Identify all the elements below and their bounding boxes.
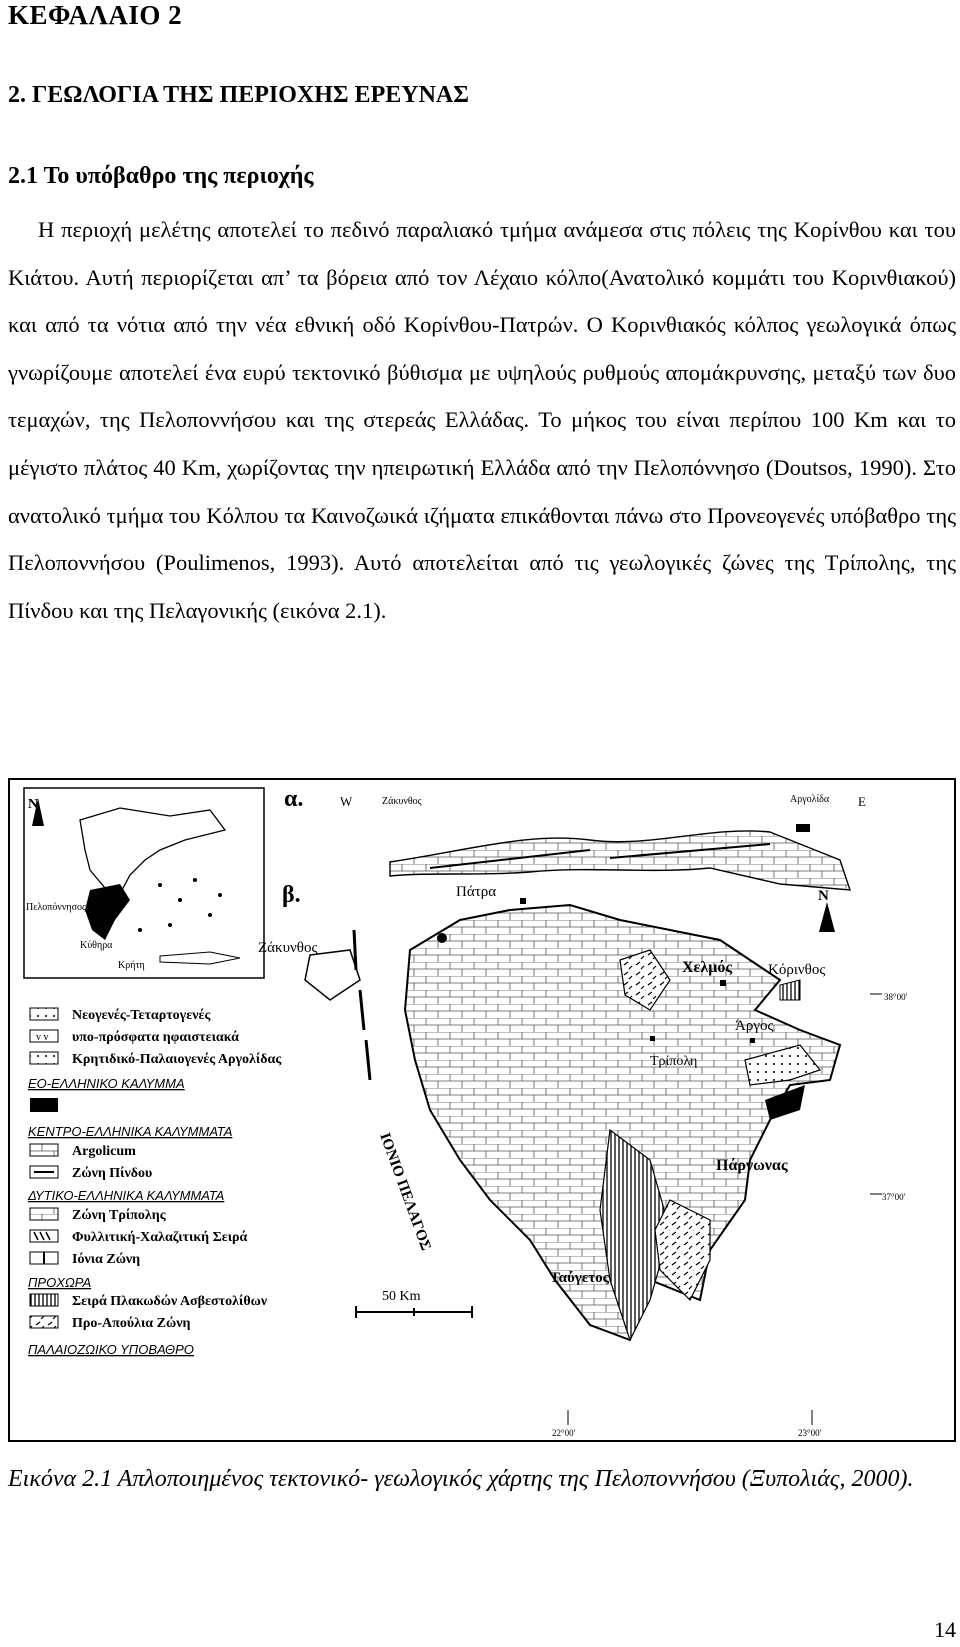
page-number: 14 <box>934 1617 956 1642</box>
legend-volcanic: υπο-πρόσφατα ηφαιστειακά <box>72 1030 239 1045</box>
inset-peloponnese-label: Πελοπόννησος <box>26 902 86 913</box>
map-drawing <box>10 780 954 1440</box>
map-north-arrow-icon <box>819 902 835 932</box>
place-ionian-sea: ΙΟΝΙΟ ΠΕΛΑΓΟΣ <box>376 1130 434 1253</box>
place-korinthos: Κόρινθος <box>768 962 826 978</box>
legend-central-head: ΚΕΝΤΡΟ-ΕΛΛΗΝΙΚΑ ΚΑΛΥΜΜΑΤΑ <box>28 1124 233 1139</box>
place-patra: Πάτρα <box>456 884 497 900</box>
legend-west-head: ΔΥΤΙΚΟ-ΕΛΛΗΝΙΚΑ ΚΑΛΥΜΜΑΤΑ <box>28 1188 225 1203</box>
legend-eo-head: ΕΟ-ΕΛΛΗΝΙΚΟ ΚΑΛΥΜΜΑ <box>28 1076 185 1091</box>
lon-left: 22°00' <box>552 1428 576 1438</box>
inset-kythira-label: Κύθηρα <box>80 940 113 951</box>
legend-tripoli: Ζώνη Τρίπολης <box>72 1208 166 1223</box>
scale-label: 50 Km <box>382 1289 421 1304</box>
map-north-label: N <box>818 888 829 904</box>
legend-plattenkalk: Σειρά Πλακωδών Ασβεστολίθων <box>72 1294 268 1309</box>
body-paragraph: Η περιοχή μελέτης αποτελεί το πεδινό παραλιακό τμήμα ανάμεσα στις πόλεις της Κορίνθου και του Κιάτου. Αυτή περιορίζεται απ’ τα βόρεια από τον Λέχαιο κόλπο(Ανατολικό κομμάτι του Κορινθιακού) και από τα νότια από την νέα εθνική οδό Κορίνθου-Πατρών. Ο Κορινθιακός κόλπος γεωλογικά όπως γνωρίζουμε αποτελεί ένα ευρύ τεκτονικό βύθισμα με υψηλούς ρυθμούς απομάκρυνσης, μεταξύ των δυο τεμαχών, της Πελοποννήσου και της στερεάς Ελλάδας. Το μήκος του είναι περίπου 100 Km και το μέγιστο πλάτος 40 Km, χωρίζοντας την ηπειρωτική Ελλάδα από την Πελοπόννησο (Doutsos, 1990). Στο ανατολικό τμήμα του Κόλπου τα Καινοζωικά ιζήματα επικάθονται πάνω στο Προνεογενές υπόβαθρο της Πελοποννήσου (Poulimenos, 1993). Αυτό αποτελείται από τις γεωλογικές ζώνες της Τρίπολης, της Πίνδου και της Πελαγονικής (εικόνα 2.1). <box>8 217 956 623</box>
inset-map <box>24 788 264 978</box>
legend-ionian: Ιόνια Ζώνη <box>72 1252 141 1267</box>
place-argos: Άργος <box>735 1018 774 1034</box>
panel-a-label: α. <box>284 786 304 812</box>
legend-phyllite: Φυλλιτική-Χαλαζιτική Σειρά <box>72 1230 248 1245</box>
legend-argolicum: Argolicum <box>72 1144 136 1159</box>
map-legend <box>27 1008 282 1357</box>
legend-neogene: Νεογενές-Τεταρτογενές <box>72 1008 211 1023</box>
legend-cretaceous: Κρητιδικό-Παλαιογενές Αργολίδας <box>72 1052 282 1067</box>
section-title: 2. ΓΕΩΛΟΓΙΑ ΤΗΣ ΠΕΡΙΟΧΗΣ ΕΡΕΥΝΑΣ <box>8 82 469 108</box>
west-label: W <box>340 794 353 809</box>
place-parnonas: Πάρνωνας <box>716 1157 788 1174</box>
panel-b-label: β. <box>282 882 301 908</box>
lat-bottom: 37°00' <box>882 1192 906 1202</box>
east-label: E <box>858 794 866 809</box>
legend-paleozoic-head: ΠΑΛΑΙΟΖΩΙΚΟ ΥΠΟΒΑΘΡΟ <box>28 1342 194 1357</box>
geological-map-figure <box>8 778 956 1442</box>
legend-pindos: Ζώνη Πίνδου <box>72 1166 153 1181</box>
inset-north-label: N <box>28 797 39 812</box>
section-right-place: Αργολίδα <box>790 794 830 805</box>
svg-text:v v: v v <box>36 1032 49 1043</box>
section-left-place: Ζάκυνθος <box>382 796 422 807</box>
legend-preapulian: Προ-Απούλια Ζώνη <box>72 1316 191 1331</box>
inset-crete-label: Κρήτη <box>118 960 145 971</box>
lat-top: 38°00' <box>884 992 908 1002</box>
legend-foreland-head: ΠΡΟΧΩΡΑ <box>28 1275 92 1290</box>
cross-section <box>284 786 866 890</box>
place-zakynthos: Ζάκυνθος <box>258 940 318 956</box>
figure-caption: Εικόνα 2.1 Απλοποιημένος τεκτονικό- γεωλογικός χάρτης της Πελοποννήσου (Ξυπολιάς, 2000). <box>8 1466 914 1492</box>
lon-right: 23°00' <box>798 1428 822 1438</box>
subsection-title: 2.1 Το υπόβαθρο της περιοχής <box>8 163 314 189</box>
place-helmos: Χελμός <box>682 959 733 976</box>
peloponnese-map <box>258 884 908 1438</box>
place-taygetos: Ταύγετος <box>550 1270 609 1286</box>
place-tripoli: Τρίπολη <box>650 1054 698 1069</box>
chapter-title: ΚΕΦΑΛΑΙΟ 2 <box>8 0 183 30</box>
